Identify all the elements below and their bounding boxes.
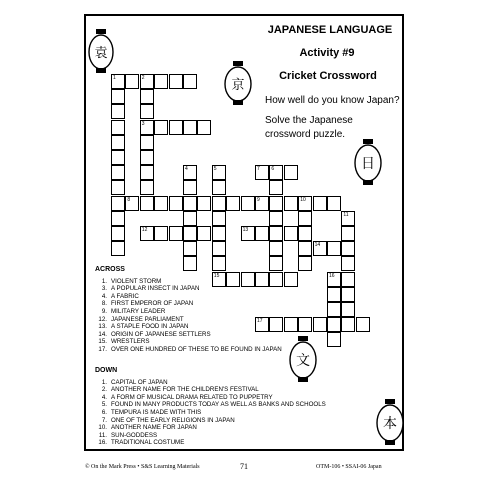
clue-item-text: VIOLENT STORM (111, 277, 162, 285)
clue-item-number: 1. (101, 277, 107, 285)
clue-item-text: ORIGIN OF JAPANESE SETTLERS (111, 330, 211, 338)
clue-item-text: A STAPLE FOOD IN JAPAN (111, 323, 189, 331)
crossword-cell[interactable] (212, 211, 226, 226)
crossword-cell[interactable] (341, 256, 355, 271)
across-heading: ACROSS (95, 266, 125, 273)
clue-item-number: 7. (101, 416, 107, 424)
crossword-cell[interactable] (111, 104, 125, 119)
crossword-cell[interactable] (269, 165, 283, 180)
clue-item-number: 17. (98, 345, 107, 353)
crossword-cell[interactable] (313, 196, 327, 211)
clue-item-number: 5. (101, 401, 107, 409)
clue-item-text: CAPITAL OF JAPAN (111, 378, 168, 386)
crossword-cell[interactable] (197, 120, 211, 135)
page-title: JAPANESE LANGUAGE (267, 24, 393, 36)
clue-item-text: SUN-GODDESS (111, 431, 158, 439)
crossword-cell[interactable] (241, 226, 255, 241)
clue-item-text: FIRST EMPEROR OF JAPAN (111, 300, 194, 308)
crossword-cell[interactable] (111, 150, 125, 165)
crossword-cell[interactable] (140, 120, 154, 135)
clue-item-text: A POPULAR INSECT IN JAPAN (111, 285, 200, 293)
clue-item-number: 1. (101, 378, 107, 386)
clue-item (95, 308, 282, 316)
footer-publisher: © On the Mark Press • S&S Learning Materials (85, 464, 200, 470)
crossword-cell[interactable] (111, 74, 125, 89)
clue-item (95, 379, 326, 387)
clue-item-number: 6. (101, 408, 107, 416)
crossword-cell[interactable] (169, 196, 183, 211)
clue-item (95, 293, 282, 301)
clue-number: 12 (141, 227, 148, 233)
crossword-cell[interactable] (298, 196, 312, 211)
crossword-cell[interactable] (197, 226, 211, 241)
clue-item (95, 439, 326, 447)
crossword-cell[interactable] (284, 196, 298, 211)
clue-item-number: 14. (98, 330, 107, 338)
clue-item (95, 417, 326, 425)
footer-code: OTM-106 • SSAI-06 Japan (316, 464, 382, 470)
clue-item-text: A FORM OF MUSICAL DRAMA RELATED TO PUPPETRY (111, 393, 273, 401)
clue-number: 9 (257, 196, 260, 203)
crossword-cell[interactable] (125, 74, 139, 89)
crossword-cell[interactable] (140, 74, 154, 89)
intro-instruction: Solve the Japanese crossword puzzle. (265, 115, 353, 140)
clue-number: 3 (141, 120, 145, 127)
clue-item-number: 3. (101, 285, 107, 293)
crossword-cell[interactable] (140, 104, 154, 119)
crossword-cell[interactable] (140, 165, 154, 180)
crossword-cell[interactable] (169, 74, 183, 89)
crossword-cell[interactable] (341, 302, 355, 317)
page-number: 71 (240, 462, 248, 471)
crossword-cell[interactable] (212, 180, 226, 195)
crossword-cell[interactable] (169, 226, 183, 241)
crossword-cell[interactable] (284, 272, 298, 287)
crossword-cell[interactable] (140, 135, 154, 150)
clue-item-number: 4. (101, 393, 107, 401)
crossword-cell[interactable] (154, 226, 168, 241)
crossword-cell[interactable] (327, 287, 341, 302)
clue-item (95, 285, 282, 293)
clue-item-text: JAPANESE PARLIAMENT (111, 315, 184, 323)
clue-item-text: ONE OF THE EARLY RELIGIONS IN JAPAN (111, 416, 235, 424)
clue-number: 16 (329, 272, 335, 279)
clue-number: 13 (242, 227, 249, 233)
clue-number: 10 (300, 196, 306, 203)
clue-number: 2 (141, 75, 145, 81)
clue-item-number: 10. (98, 424, 107, 432)
crossword-cell[interactable] (284, 165, 298, 180)
clue-item (95, 386, 326, 394)
crossword-cell[interactable] (140, 150, 154, 165)
clue-number: 1 (113, 75, 116, 81)
clue-item-number: 15. (98, 338, 107, 346)
clue-item (95, 338, 282, 346)
crossword-cell[interactable] (226, 196, 240, 211)
clue-number: 4 (185, 166, 188, 173)
lantern-glyph: 袁 (94, 46, 108, 61)
crossword-cell[interactable] (255, 165, 269, 180)
crossword-cell[interactable] (140, 226, 154, 241)
crossword-cell[interactable] (169, 120, 183, 135)
crossword-cell[interactable] (111, 180, 125, 195)
crossword-cell[interactable] (154, 196, 168, 211)
crossword-cell[interactable] (269, 196, 283, 211)
clue-item-number: 13. (98, 323, 107, 331)
crossword-cell[interactable] (212, 226, 226, 241)
clue-item (95, 432, 326, 440)
clue-number: 15 (213, 272, 220, 279)
crossword-cell[interactable] (298, 241, 312, 256)
crossword-cell[interactable] (313, 317, 327, 332)
crossword-cell[interactable] (269, 241, 283, 256)
crossword-cell[interactable] (111, 196, 125, 211)
clue-number: 5 (213, 166, 217, 173)
clue-number: 8 (127, 196, 131, 203)
crossword-cell[interactable] (212, 196, 226, 211)
across-clues (95, 266, 282, 354)
clue-item-number: 2. (101, 386, 107, 394)
clue-item (95, 394, 326, 402)
clue-item-text: TRADITIONAL COSTUME (111, 439, 185, 447)
crossword-cell[interactable] (327, 272, 341, 287)
clue-item-number: 9. (101, 307, 107, 315)
crossword-cell[interactable] (327, 317, 341, 332)
clue-item-text: WRESTLERS (111, 338, 150, 346)
crossword-cell[interactable] (298, 317, 312, 332)
crossword-cell[interactable] (327, 332, 341, 347)
intro-question: How well do you know Japan? (265, 95, 400, 106)
clue-number: 7 (257, 166, 260, 173)
crossword-cell[interactable] (341, 241, 355, 256)
clue-number: 11 (343, 211, 349, 218)
clue-item-number: 11. (98, 431, 107, 439)
crossword-cell[interactable] (341, 287, 355, 302)
clue-number: 17 (257, 318, 263, 325)
crossword-cell[interactable] (183, 120, 197, 135)
clue-item-text: A FABRIC (111, 292, 139, 300)
lantern-glyph: 京 (231, 78, 245, 93)
clue-number: 6 (271, 166, 275, 173)
clue-item-number: 16. (98, 439, 107, 447)
clue-item-text: TEMPURA IS MADE WITH THIS (111, 408, 202, 416)
crossword-cell[interactable] (183, 241, 197, 256)
crossword-cell[interactable] (284, 317, 298, 332)
crossword-cell[interactable] (327, 302, 341, 317)
crossword-cell[interactable] (183, 165, 197, 180)
clue-item-number: 8. (101, 300, 107, 308)
clue-item (95, 323, 282, 331)
crossword-cell[interactable] (183, 74, 197, 89)
activity-label: Activity #9 (299, 47, 355, 59)
crossword-cell[interactable] (269, 226, 283, 241)
crossword-cell[interactable] (183, 211, 197, 226)
crossword-cell[interactable] (111, 241, 125, 256)
puzzle-subtitle: Cricket Crossword (279, 70, 377, 82)
clue-item-text: FOUND IN MANY PRODUCTS TODAY AS WELL AS BANKS AND SCHOOLS (111, 401, 326, 409)
crossword-cell[interactable] (298, 226, 312, 241)
clue-item-number: 4. (101, 292, 107, 300)
crossword-cell[interactable] (313, 241, 327, 256)
down-heading: DOWN (95, 367, 118, 374)
crossword-cell[interactable] (140, 196, 154, 211)
clue-item-text: MILITARY LEADER (111, 307, 166, 315)
clue-number: 14 (314, 242, 321, 249)
crossword-cell[interactable] (140, 89, 154, 104)
crossword-cell[interactable] (111, 120, 125, 135)
crossword-cell[interactable] (140, 180, 154, 195)
crossword-cell[interactable] (125, 196, 139, 211)
crossword-cell[interactable] (212, 241, 226, 256)
clue-item-text: OVER ONE HUNDRED OF THESE TO BE FOUND IN JAPAN (111, 345, 282, 353)
crossword-cell[interactable] (183, 226, 197, 241)
clue-item-number: 12. (98, 315, 107, 323)
crossword-cell[interactable] (298, 256, 312, 271)
clue-item (95, 316, 282, 324)
clue-item (95, 424, 326, 432)
crossword-cell[interactable] (269, 180, 283, 195)
crossword-cell[interactable] (111, 89, 125, 104)
crossword-cell[interactable] (341, 272, 355, 287)
crossword-cell[interactable] (154, 120, 168, 135)
lantern-glyph: 日 (361, 156, 375, 172)
crossword-cell[interactable] (111, 211, 125, 226)
crossword-cell[interactable] (111, 165, 125, 180)
clue-item (95, 331, 282, 339)
crossword-cell[interactable] (255, 226, 269, 241)
crossword-cell[interactable] (284, 226, 298, 241)
lantern-glyph: 本 (383, 416, 397, 432)
crossword-cell[interactable] (341, 211, 355, 226)
crossword-cell[interactable] (183, 196, 197, 211)
crossword-cell[interactable] (111, 135, 125, 150)
crossword-cell[interactable] (356, 317, 370, 332)
crossword-cell[interactable] (298, 211, 312, 226)
crossword-cell[interactable] (111, 226, 125, 241)
crossword-cell[interactable] (154, 74, 168, 89)
clue-item (95, 409, 326, 417)
clue-item-text: ANOTHER NAME FOR JAPAN (111, 424, 197, 432)
crossword-cell[interactable] (183, 180, 197, 195)
crossword-cell[interactable] (341, 226, 355, 241)
clue-item (95, 346, 282, 354)
clue-item (95, 300, 282, 308)
clue-item-text: ANOTHER NAME FOR THE CHILDREN'S FESTIVAL (111, 386, 259, 394)
crossword-cell[interactable] (269, 211, 283, 226)
crossword-cell[interactable] (241, 196, 255, 211)
crossword-cell[interactable] (341, 317, 355, 332)
crossword-cell[interactable] (197, 196, 211, 211)
down-clues (95, 367, 326, 447)
crossword-cell[interactable] (255, 196, 269, 211)
clue-item (95, 401, 326, 409)
lantern-glyph: 文 (296, 353, 310, 369)
crossword-cell[interactable] (327, 196, 341, 211)
clue-item (95, 278, 282, 286)
crossword-cell[interactable] (327, 241, 341, 256)
crossword-cell[interactable] (212, 165, 226, 180)
